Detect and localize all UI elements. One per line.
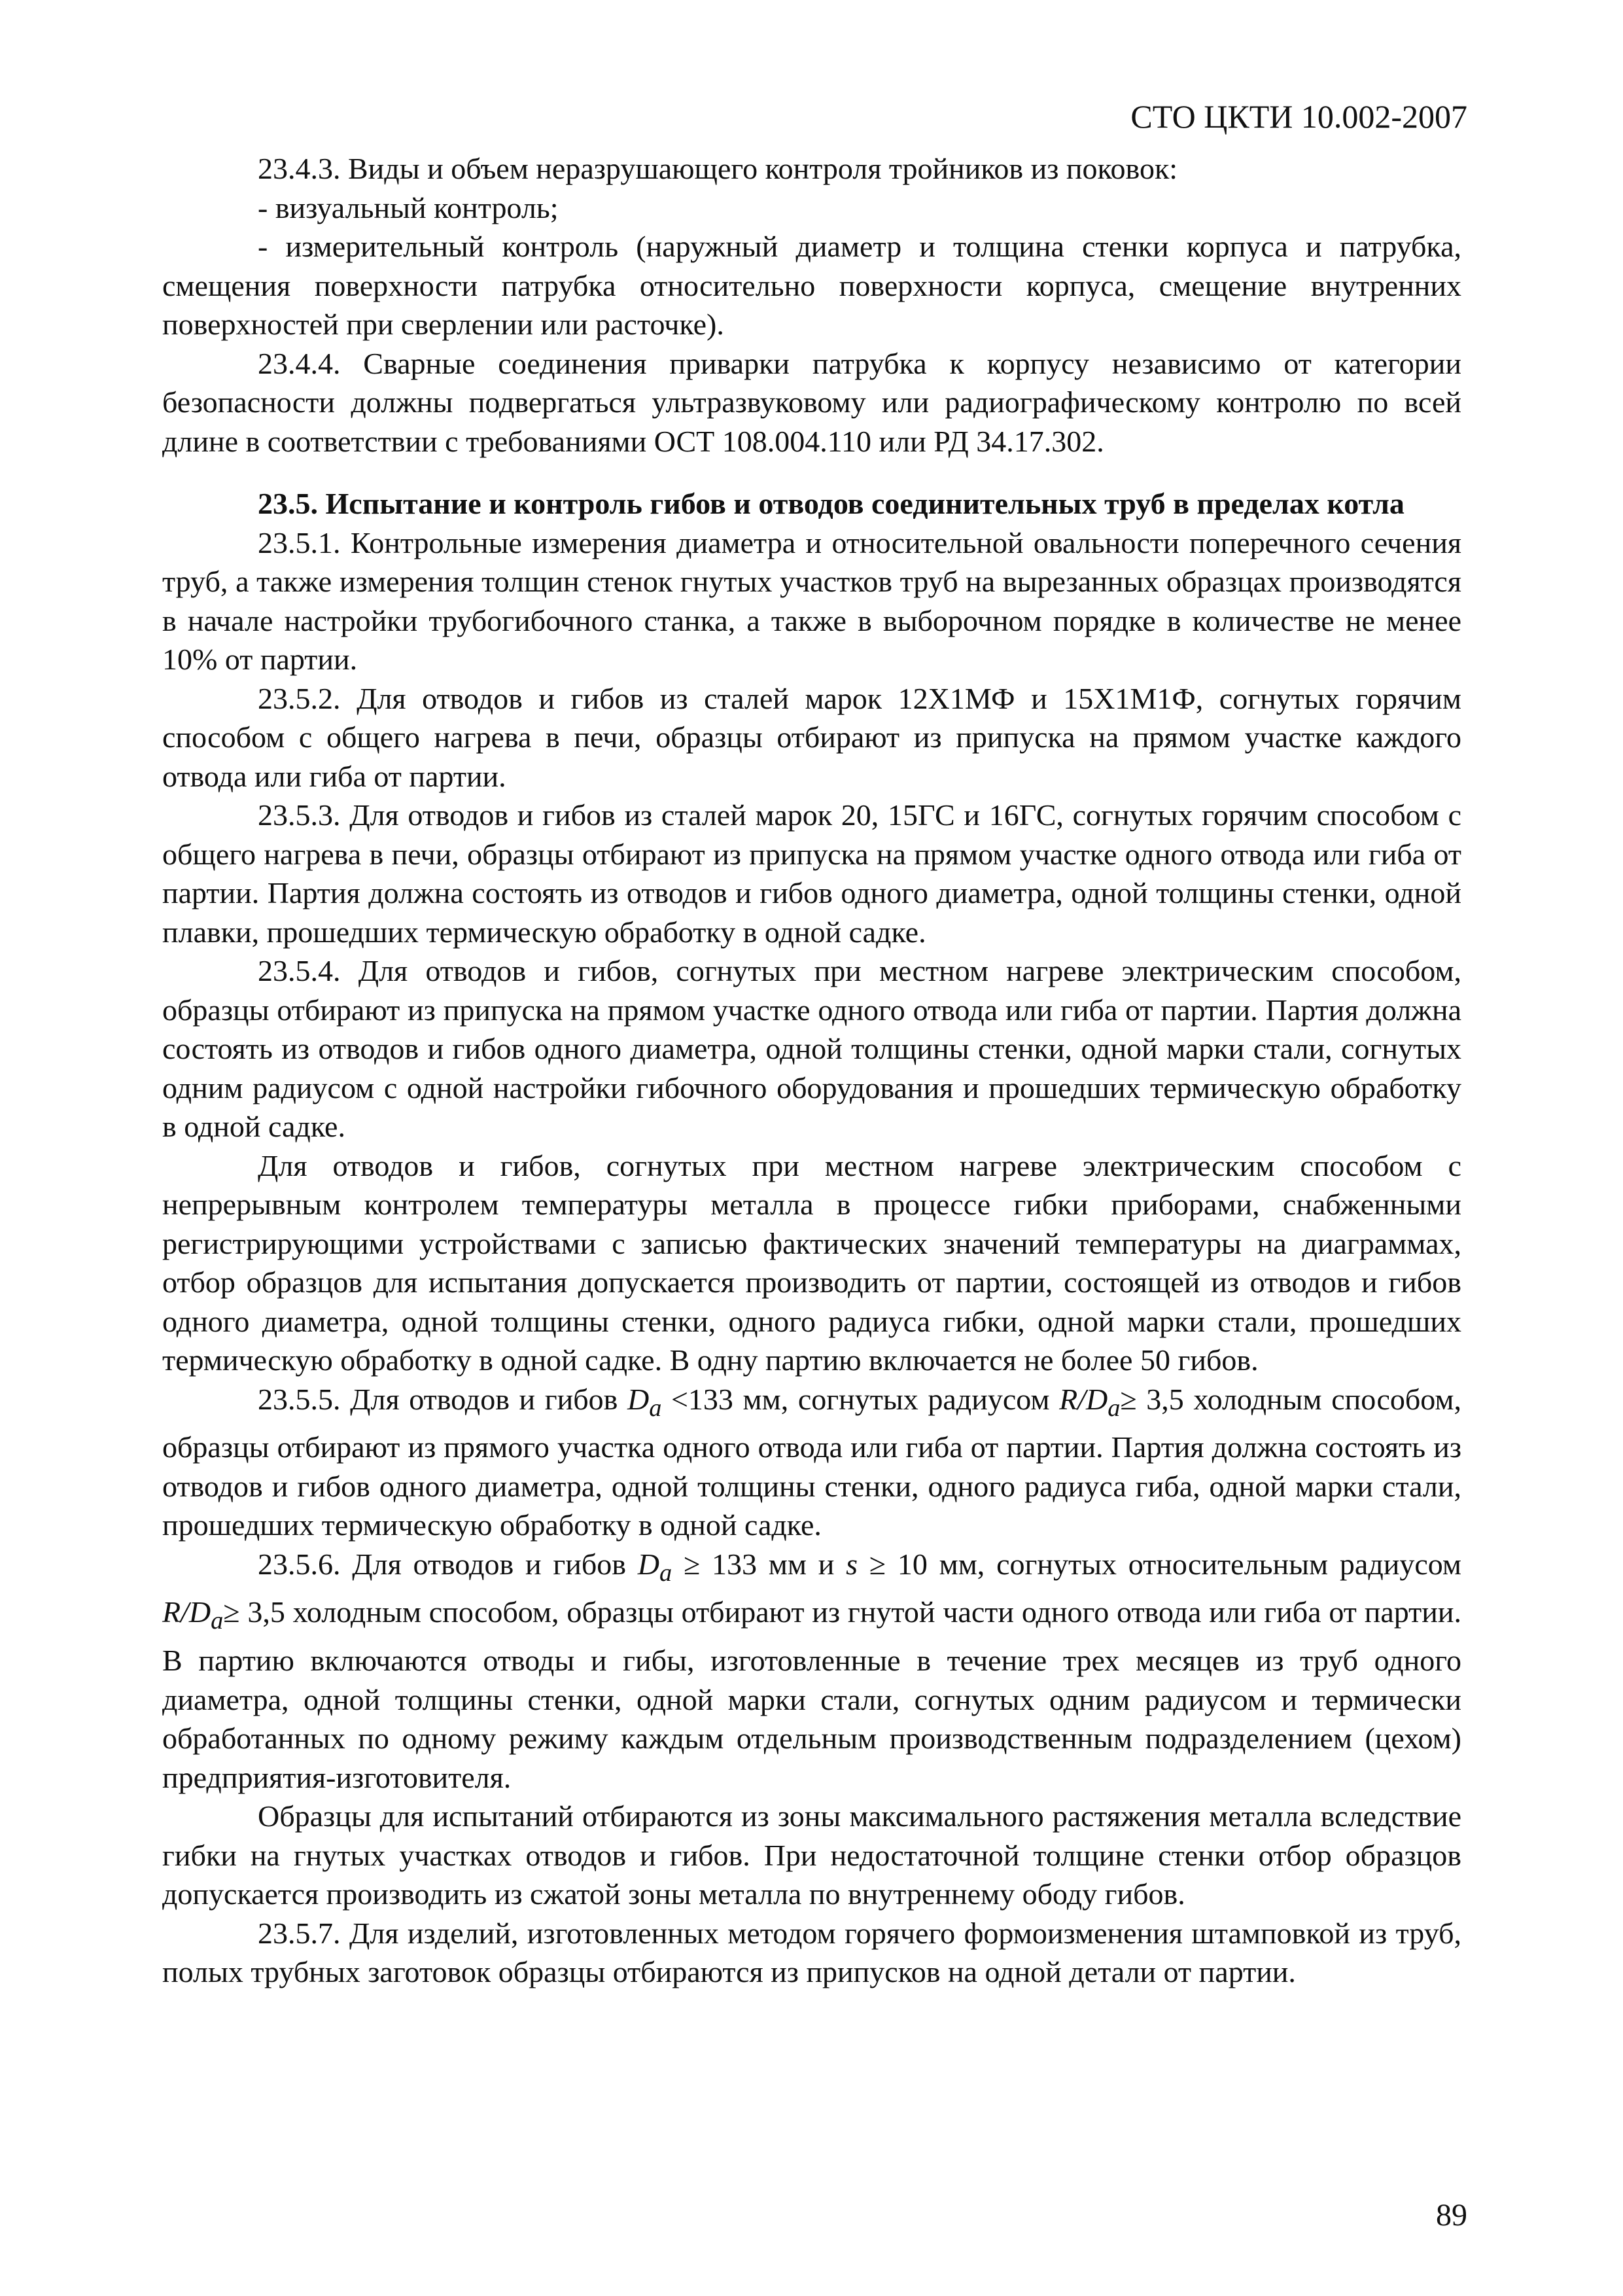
paragraph-samples: Образцы для испытаний отбираются из зоны максимального растяжения металла вследствие гибки на гнутых участках отводов и гибов. При недостаточной толщине стенки отбор образцов допускается производить из сжатой зоны металла по внутреннему ободу гибов. bbox=[162, 1799, 1461, 1911]
paragraph-23-4-3: 23.4.3. Виды и объем неразрушающего контроля тройников из поковок: bbox=[258, 152, 1178, 185]
paragraph-23-5-4-continued: Для отводов и гибов, согнутых при местном нагреве электрическим способом с непрерывным контролем температуры металла в процессе гибки приборами, снабженными регистрирующими устройствами с записью фактических значений температуры на диаграммах, отбор образцов для испытания допускается производить от партии, состоящей из отводов и гибов одного диаметра, одной толщины стенки, одного радиуса гибки, одной марки стали, прошедших термическую обработку в одной садке. В одну партию включается не более 50 гибов. bbox=[162, 1148, 1461, 1377]
outer-diameter-symbol: D bbox=[627, 1382, 650, 1416]
paragraph-23-5-2: 23.5.2. Для отводов и гибов из сталей марок 12Х1МФ и 15Х1М1Ф, согнутых горячим способом с общего нагрева в печи, образцы отбирают из припуска на прямом участке каждого отвода или гиба от партии. bbox=[162, 681, 1461, 793]
outer-diameter-subscript: a bbox=[649, 1394, 662, 1422]
outer-diameter-symbol: D bbox=[637, 1547, 660, 1581]
text-run: 23.5.6. Для отводов и гибов bbox=[258, 1547, 638, 1581]
section-heading-23-5: 23.5. Испытание и контроль гибов и отводов соединительных труб в пределах котла bbox=[258, 487, 1405, 520]
text-run: <133 мм, согнутых радиусом bbox=[661, 1382, 1060, 1416]
radius-ratio-subscript: a bbox=[1108, 1394, 1121, 1422]
text-run: ≥ 3,5 холодным способом, образцы отбирают из гнутой части одного отвода или гиба от партии. В партию включаются отводы и гибы, изготовленные в течение трех месяцев из труб одного диаметра, одной толщины стенки, одной марки стали, согнутых одним радиусом и термически обработанных по одному режиму каждым отдельным производственным подразделением (цехом) предприятия-изготовителя. bbox=[162, 1595, 1461, 1794]
paragraph-23-5-1: 23.5.1. Контрольные измерения диаметра и относительной овальности поперечного сечения труб, а также измерения толщин стенок гнутых участков труб на вырезанных образцах производятся в начале настройки трубогибочного станка, а также в выборочном порядке в количестве не менее 10% от партии. bbox=[162, 525, 1461, 676]
page-number: 89 bbox=[1436, 2198, 1467, 2233]
radius-ratio-symbol: R/D bbox=[162, 1595, 211, 1629]
paragraph-23-5-5 bbox=[162, 1380, 1461, 1545]
list-item-visual-control: - визуальный контроль; bbox=[258, 190, 559, 224]
paragraph-23-5-6 bbox=[162, 1545, 1461, 1797]
list-item-measurement-control: - измерительный контроль (наружный диаметр и толщина стенки корпуса и патрубка, смещения поверхности патрубка относительно поверхности корпуса, смещение внутренних поверхностей при сверлении или расточке). bbox=[162, 230, 1461, 341]
document-code: СТО ЦКТИ 10.002-2007 bbox=[1130, 98, 1467, 135]
document-body bbox=[162, 149, 1461, 1992]
paragraph-23-4-4: 23.4.4. Сварные соединения приварки патрубка к корпусу независимо от категории безопасности должны подвергаться ультразвуковому или радиографическому контролю по всей длине в соответствии с требованиями ОСТ 108.004.110 или РД 34.17.302. bbox=[162, 346, 1461, 458]
text-run: 23.5.5. Для отводов и гибов bbox=[258, 1382, 627, 1416]
text-run: ≥ 3,5 холодным способом, образцы отбирают из прямого участка одного отвода или гиба от партии. Партия должна состоять из отводов и гибов одного диаметра, одной толщины стенки, одного радиуса гиба, одной марки стали, прошедших термическую обработку в одной садке. bbox=[162, 1382, 1461, 1542]
text-run: ≥ 133 мм и bbox=[672, 1547, 846, 1581]
wall-thickness-symbol: s bbox=[846, 1547, 858, 1581]
text-run: ≥ 10 мм, согнутых относительным радиусом bbox=[858, 1547, 1461, 1581]
radius-ratio-symbol: R/D bbox=[1059, 1382, 1108, 1416]
paragraph-23-5-7: 23.5.7. Для изделий, изготовленных методом горячего формоизменения штамповкой из труб, полых трубных заготовок образцы отбираются из припусков на одной детали от партии. bbox=[162, 1916, 1461, 1989]
outer-diameter-subscript: a bbox=[659, 1559, 672, 1587]
paragraph-23-5-4: 23.5.4. Для отводов и гибов, согнутых при местном нагреве электрическим способом, образцы отбирают из припуска на прямом участке одного отвода или гиба от партии. Партия должна состоять из отводов и гибов одного диаметра, одной толщины стенки, одной марки стали, согнутых одним радиусом с одной настройки гибочного оборудования и прошедших термическую обработку в одной садке. bbox=[162, 954, 1461, 1143]
radius-ratio-subscript: a bbox=[211, 1607, 224, 1635]
paragraph-23-5-3: 23.5.3. Для отводов и гибов из сталей марок 20, 15ГС и 16ГС, согнутых горячим способом с общего нагрева в печи, образцы отбирают из припуска на прямом участке одного отвода или гиба от партии. Партия должна состоять из отводов и гибов одного диаметра, одной толщины стенки, одной плавки, прошедших термическую обработку в одной садке. bbox=[162, 798, 1461, 949]
